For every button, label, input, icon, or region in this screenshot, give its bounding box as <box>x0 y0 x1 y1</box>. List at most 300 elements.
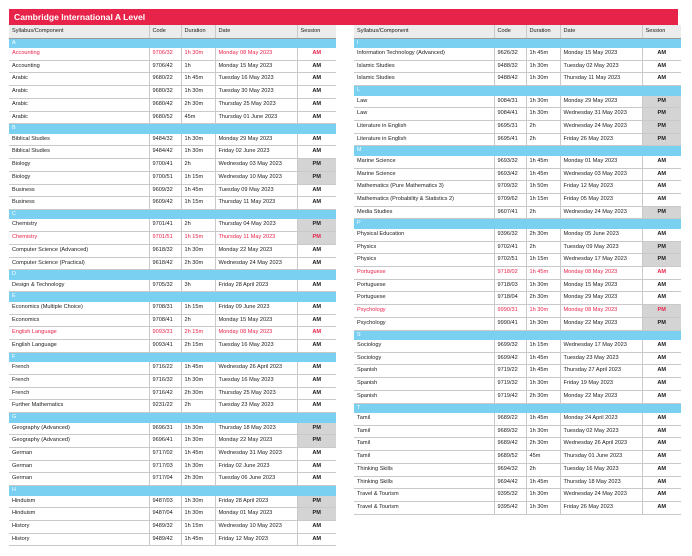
cell-syllabus: Mathematics (Pure Mathematics 3) <box>354 181 494 194</box>
cell-date: Wednesday 26 April 2023 <box>215 362 297 374</box>
timetable-body-left <box>9 38 336 546</box>
cell-code: 9084/31 <box>494 96 526 108</box>
cell-code: 9695/41 <box>494 133 526 146</box>
cell-session: PM <box>297 496 336 508</box>
cell-code: 9699/42 <box>494 352 526 365</box>
cell-date: Wednesday 26 April 2023 <box>560 438 642 451</box>
cell-syllabus: Arabic <box>9 98 149 111</box>
cell-syllabus: Tamil <box>354 413 494 425</box>
cell-duration: 1h <box>181 60 215 73</box>
table-row <box>354 60 681 73</box>
table-row <box>354 489 681 502</box>
cell-code: 9689/22 <box>494 413 526 425</box>
cell-date: Wednesday 24 May 2023 <box>560 206 642 219</box>
cell-code: 9990/31 <box>494 305 526 318</box>
cell-duration: 1h 15m <box>181 302 215 314</box>
cell-duration: 2h 15m <box>181 327 215 340</box>
cell-syllabus: Law <box>354 96 494 108</box>
table-row <box>354 413 681 425</box>
cell-duration: 1h 45m <box>526 476 560 489</box>
cell-session: AM <box>297 400 336 413</box>
table-header-row <box>9 25 336 38</box>
cell-syllabus: Physics <box>354 254 494 267</box>
cell-date: Wednesday 31 May 2023 <box>560 108 642 121</box>
cell-syllabus: Arabic <box>9 86 149 99</box>
letter-band <box>9 292 336 302</box>
cell-date: Monday 01 May 2023 <box>215 508 297 521</box>
cell-session: AM <box>642 181 681 194</box>
cell-code: 9990/41 <box>494 317 526 330</box>
cell-syllabus: Marine Science <box>354 168 494 181</box>
cell-syllabus: Computer Science (Advanced) <box>9 244 149 257</box>
cell-code: 9694/42 <box>494 476 526 489</box>
cell-syllabus: Computer Science (Practical) <box>9 257 149 270</box>
table-row <box>354 48 681 60</box>
cell-session: PM <box>642 206 681 219</box>
cell-code: 9689/42 <box>494 438 526 451</box>
table-row <box>9 232 336 245</box>
cell-code: 9693/42 <box>494 168 526 181</box>
cell-syllabus: Further Mathematics <box>9 400 149 413</box>
table-row <box>354 378 681 391</box>
table-row <box>9 98 336 111</box>
table-row <box>9 146 336 159</box>
table-row <box>354 425 681 438</box>
cell-date: Thursday 11 May 2023 <box>215 197 297 210</box>
cell-session: PM <box>297 423 336 435</box>
letter-band <box>354 403 681 413</box>
cell-date: Monday 24 April 2023 <box>560 413 642 425</box>
cell-code: 9395/42 <box>494 502 526 515</box>
cell-code: 9716/22 <box>149 362 181 374</box>
cell-syllabus: Business <box>9 184 149 197</box>
cell-code: 9396/32 <box>494 229 526 241</box>
table-row <box>9 197 336 210</box>
cell-date: Thursday 25 May 2023 <box>215 387 297 400</box>
letter-label: G <box>9 413 336 423</box>
cell-date: Wednesday 10 May 2023 <box>215 521 297 534</box>
table-row <box>354 156 681 168</box>
cell-syllabus: Tamil <box>354 451 494 464</box>
cell-duration: 1h 30m <box>181 86 215 99</box>
cell-duration: 1h 45m <box>526 365 560 378</box>
letter-label: T <box>354 403 681 413</box>
cell-duration: 1h 30m <box>526 305 560 318</box>
table-row <box>354 108 681 121</box>
timetable-body-right <box>354 38 681 514</box>
cell-duration: 1h 15m <box>181 197 215 210</box>
cell-session: AM <box>642 48 681 60</box>
cell-duration: 2h <box>526 206 560 219</box>
cell-syllabus: Accounting <box>9 48 149 60</box>
cell-date: Wednesday 17 May 2023 <box>560 340 642 352</box>
cell-syllabus: Tamil <box>354 438 494 451</box>
cell-code: 9489/42 <box>149 533 181 546</box>
cell-duration: 1h 30m <box>181 244 215 257</box>
table-row <box>9 280 336 292</box>
cell-session: PM <box>297 232 336 245</box>
cell-code: 9708/31 <box>149 302 181 314</box>
cell-date: Friday 05 May 2023 <box>560 194 642 207</box>
cell-syllabus: Biblical Studies <box>9 146 149 159</box>
table-row <box>354 241 681 254</box>
cell-date: Wednesday 03 May 2023 <box>215 159 297 172</box>
cell-syllabus: Law <box>354 108 494 121</box>
cell-date: Wednesday 24 May 2023 <box>215 257 297 270</box>
cell-date: Tuesday 23 May 2023 <box>215 400 297 413</box>
cell-duration: 2h 30m <box>181 473 215 486</box>
cell-session: AM <box>642 390 681 403</box>
cell-syllabus: Travel & Tourism <box>354 502 494 515</box>
cell-session: AM <box>297 374 336 387</box>
cell-code: 9609/32 <box>149 184 181 197</box>
cell-date: Thursday 04 May 2023 <box>215 219 297 231</box>
header-syllabus: Syllabus/Component <box>354 25 494 38</box>
cell-date: Tuesday 02 May 2023 <box>560 60 642 73</box>
table-row <box>354 305 681 318</box>
cell-session: AM <box>297 533 336 546</box>
cell-syllabus: English Language <box>9 340 149 353</box>
cell-duration: 1h 30m <box>526 96 560 108</box>
cell-session: AM <box>642 168 681 181</box>
cell-date: Wednesday 10 May 2023 <box>215 171 297 184</box>
table-row <box>9 134 336 146</box>
cell-duration: 1h 45m <box>526 413 560 425</box>
cell-date: Thursday 18 May 2023 <box>560 476 642 489</box>
letter-band <box>354 86 681 96</box>
cell-duration: 1h 30m <box>181 435 215 448</box>
cell-code: 9718/04 <box>494 292 526 305</box>
header-session: Session <box>642 25 681 38</box>
cell-duration: 1h 50m <box>526 181 560 194</box>
cell-session: PM <box>297 171 336 184</box>
cell-duration: 1h 45m <box>526 156 560 168</box>
cell-duration: 1h 30m <box>526 279 560 292</box>
cell-session: AM <box>297 73 336 86</box>
cell-duration: 1h 30m <box>526 317 560 330</box>
table-row <box>354 181 681 194</box>
cell-code: 9487/04 <box>149 508 181 521</box>
cell-session: PM <box>642 96 681 108</box>
cell-duration: 1h 30m <box>181 496 215 508</box>
cell-session: AM <box>297 340 336 353</box>
cell-syllabus: Geography (Advanced) <box>9 435 149 448</box>
cell-date: Wednesday 31 May 2023 <box>215 447 297 460</box>
cell-date: Friday 12 May 2023 <box>560 181 642 194</box>
table-row <box>9 73 336 86</box>
table-row <box>9 460 336 473</box>
cell-syllabus: History <box>9 533 149 546</box>
cell-code: 9701/41 <box>149 219 181 231</box>
cell-date: Thursday 01 June 2023 <box>560 451 642 464</box>
cell-code: 9689/32 <box>494 425 526 438</box>
cell-syllabus: Physics <box>354 241 494 254</box>
cell-syllabus: Islamic Studies <box>354 73 494 86</box>
cell-session: AM <box>642 463 681 476</box>
cell-code: 9609/42 <box>149 197 181 210</box>
cell-syllabus: Spanish <box>354 390 494 403</box>
cell-session: AM <box>297 447 336 460</box>
cell-duration: 1h 45m <box>181 362 215 374</box>
table-row <box>9 496 336 508</box>
cell-duration: 2h <box>526 463 560 476</box>
cell-date: Thursday 01 June 2023 <box>215 111 297 124</box>
cell-date: Friday 02 June 2023 <box>215 460 297 473</box>
header-date: Date <box>215 25 297 38</box>
cell-session: AM <box>297 314 336 327</box>
cell-date: Monday 08 May 2023 <box>215 327 297 340</box>
cell-code: 9719/42 <box>494 390 526 403</box>
cell-session: AM <box>297 362 336 374</box>
timetable-panel-left <box>9 25 336 546</box>
cell-date: Monday 15 May 2023 <box>215 60 297 73</box>
letter-label: S <box>354 330 681 340</box>
table-row <box>354 73 681 86</box>
cell-duration: 3h <box>181 280 215 292</box>
cell-syllabus: Literature in English <box>354 121 494 134</box>
cell-syllabus: Portuguese <box>354 267 494 280</box>
cell-date: Tuesday 16 May 2023 <box>215 73 297 86</box>
cell-date: Friday 02 June 2023 <box>215 146 297 159</box>
letter-band <box>9 124 336 134</box>
table-row <box>9 48 336 60</box>
cell-session: AM <box>297 521 336 534</box>
cell-code: 9680/22 <box>149 73 181 86</box>
cell-code: 9705/32 <box>149 280 181 292</box>
cell-syllabus: Biblical Studies <box>9 134 149 146</box>
cell-date: Monday 15 May 2023 <box>215 314 297 327</box>
letter-band <box>9 38 336 48</box>
cell-code: 9093/41 <box>149 340 181 353</box>
cell-code: 9708/41 <box>149 314 181 327</box>
header-code: Code <box>494 25 526 38</box>
cell-session: PM <box>642 133 681 146</box>
cell-duration: 1h 45m <box>526 267 560 280</box>
table-row <box>9 533 336 546</box>
cell-code: 9717/04 <box>149 473 181 486</box>
cell-session: AM <box>642 413 681 425</box>
header-duration: Duration <box>181 25 215 38</box>
cell-session: AM <box>297 134 336 146</box>
letter-band <box>9 352 336 362</box>
cell-syllabus: Marine Science <box>354 156 494 168</box>
cell-syllabus: Hinduism <box>9 508 149 521</box>
header-date: Date <box>560 25 642 38</box>
table-row <box>9 473 336 486</box>
cell-syllabus: German <box>9 447 149 460</box>
cell-code: 9693/32 <box>494 156 526 168</box>
letter-label: I <box>354 38 681 48</box>
letter-band <box>9 270 336 280</box>
table-row <box>9 314 336 327</box>
cell-duration: 1h 30m <box>526 502 560 515</box>
table-row <box>354 267 681 280</box>
table-row <box>9 257 336 270</box>
cell-date: Thursday 11 May 2023 <box>560 73 642 86</box>
cell-session: AM <box>642 438 681 451</box>
table-row <box>9 362 336 374</box>
cell-session: PM <box>297 435 336 448</box>
cell-date: Wednesday 17 May 2023 <box>560 254 642 267</box>
table-row <box>9 400 336 413</box>
cell-date: Tuesday 09 May 2023 <box>560 241 642 254</box>
cell-session: AM <box>297 184 336 197</box>
cell-session: AM <box>642 502 681 515</box>
cell-duration: 1h 30m <box>526 60 560 73</box>
table-row <box>9 374 336 387</box>
table-row <box>9 508 336 521</box>
cell-date: Monday 08 May 2023 <box>560 305 642 318</box>
cell-duration: 1h 45m <box>181 447 215 460</box>
letter-label: L <box>354 86 681 96</box>
cell-duration: 1h 30m <box>181 146 215 159</box>
page-title: Cambridge International A Level <box>9 9 678 25</box>
cell-syllabus: English Language <box>9 327 149 340</box>
cell-date: Friday 26 May 2023 <box>560 133 642 146</box>
table-row <box>354 194 681 207</box>
cell-duration: 1h 15m <box>181 232 215 245</box>
cell-session: AM <box>642 229 681 241</box>
cell-duration: 1h 45m <box>526 168 560 181</box>
cell-code: 9717/02 <box>149 447 181 460</box>
table-row <box>354 390 681 403</box>
cell-duration: 2h 30m <box>181 257 215 270</box>
letter-label: P <box>354 219 681 229</box>
cell-date: Monday 29 May 2023 <box>560 292 642 305</box>
cell-session: PM <box>297 219 336 231</box>
cell-date: Thursday 27 April 2023 <box>560 365 642 378</box>
cell-duration: 1h 30m <box>526 489 560 502</box>
table-row <box>354 254 681 267</box>
header-duration: Duration <box>526 25 560 38</box>
cell-session: PM <box>642 305 681 318</box>
cell-session: AM <box>642 476 681 489</box>
cell-code: 9618/42 <box>149 257 181 270</box>
cell-syllabus: Geography (Advanced) <box>9 423 149 435</box>
table-row <box>9 340 336 353</box>
cell-syllabus: Accounting <box>9 60 149 73</box>
cell-code: 9093/31 <box>149 327 181 340</box>
cell-date: Monday 05 June 2023 <box>560 229 642 241</box>
cell-session: AM <box>642 267 681 280</box>
cell-syllabus: Sociology <box>354 340 494 352</box>
table-row <box>9 60 336 73</box>
cell-session: AM <box>642 73 681 86</box>
cell-date: Monday 29 May 2023 <box>560 96 642 108</box>
cell-session: AM <box>297 98 336 111</box>
letter-label: M <box>354 146 681 156</box>
table-row <box>9 171 336 184</box>
cell-date: Tuesday 16 May 2023 <box>215 374 297 387</box>
cell-syllabus: German <box>9 473 149 486</box>
cell-syllabus: Sociology <box>354 352 494 365</box>
cell-date: Monday 01 May 2023 <box>560 156 642 168</box>
table-row <box>354 229 681 241</box>
letter-band <box>354 219 681 229</box>
cell-duration: 2h <box>181 159 215 172</box>
cell-session: AM <box>642 489 681 502</box>
cell-syllabus: Islamic Studies <box>354 60 494 73</box>
cell-code: 9696/31 <box>149 423 181 435</box>
cell-duration: 1h 15m <box>181 521 215 534</box>
cell-code: 9701/51 <box>149 232 181 245</box>
cell-session: AM <box>642 378 681 391</box>
cell-session: PM <box>642 121 681 134</box>
cell-date: Monday 08 May 2023 <box>215 48 297 60</box>
table-row <box>354 352 681 365</box>
cell-syllabus: Economics <box>9 314 149 327</box>
cell-code: 9695/31 <box>494 121 526 134</box>
table-row <box>9 521 336 534</box>
cell-syllabus: Mathematics (Probability & Statistics 2) <box>354 194 494 207</box>
cell-session: AM <box>297 387 336 400</box>
table-row <box>354 340 681 352</box>
cell-duration: 1h 30m <box>181 460 215 473</box>
cell-code: 9699/32 <box>494 340 526 352</box>
cell-session: PM <box>642 254 681 267</box>
table-row <box>9 244 336 257</box>
cell-code: 9702/51 <box>494 254 526 267</box>
cell-date: Tuesday 16 May 2023 <box>215 340 297 353</box>
cell-duration: 2h <box>526 133 560 146</box>
cell-duration: 2h <box>181 400 215 413</box>
cell-code: 9680/32 <box>149 86 181 99</box>
cell-code: 9716/42 <box>149 387 181 400</box>
cell-syllabus: Information Technology (Advanced) <box>354 48 494 60</box>
cell-code: 9689/52 <box>494 451 526 464</box>
table-row <box>354 292 681 305</box>
cell-code: 9709/62 <box>494 194 526 207</box>
cell-code: 9718/03 <box>494 279 526 292</box>
cell-syllabus: French <box>9 374 149 387</box>
cell-syllabus: Chemistry <box>9 232 149 245</box>
cell-code: 9700/41 <box>149 159 181 172</box>
table-row <box>9 159 336 172</box>
cell-duration: 2h 30m <box>526 292 560 305</box>
table-row <box>9 184 336 197</box>
cell-duration: 2h <box>181 219 215 231</box>
cell-duration: 1h 45m <box>181 184 215 197</box>
cell-code: 9626/32 <box>494 48 526 60</box>
table-header-row <box>354 25 681 38</box>
cell-date: Tuesday 16 May 2023 <box>560 463 642 476</box>
cell-code: 9487/03 <box>149 496 181 508</box>
table-row <box>354 279 681 292</box>
table-row <box>354 451 681 464</box>
letter-band <box>9 413 336 423</box>
letter-band <box>354 330 681 340</box>
table-row <box>9 435 336 448</box>
cell-syllabus: Biology <box>9 159 149 172</box>
letter-band <box>9 209 336 219</box>
cell-syllabus: Biology <box>9 171 149 184</box>
cell-session: AM <box>642 340 681 352</box>
cell-date: Tuesday 23 May 2023 <box>560 352 642 365</box>
cell-duration: 2h 30m <box>181 98 215 111</box>
cell-syllabus: Design & Technology <box>9 280 149 292</box>
cell-session: PM <box>642 317 681 330</box>
cell-duration: 45m <box>526 451 560 464</box>
cell-session: PM <box>297 508 336 521</box>
cell-code: 9484/32 <box>149 134 181 146</box>
cell-syllabus: Psychology <box>354 317 494 330</box>
cell-date: Monday 15 May 2023 <box>560 48 642 60</box>
cell-duration: 2h 30m <box>526 390 560 403</box>
table-row <box>354 96 681 108</box>
cell-date: Friday 26 May 2023 <box>560 502 642 515</box>
cell-syllabus: Portuguese <box>354 279 494 292</box>
table-row <box>354 463 681 476</box>
